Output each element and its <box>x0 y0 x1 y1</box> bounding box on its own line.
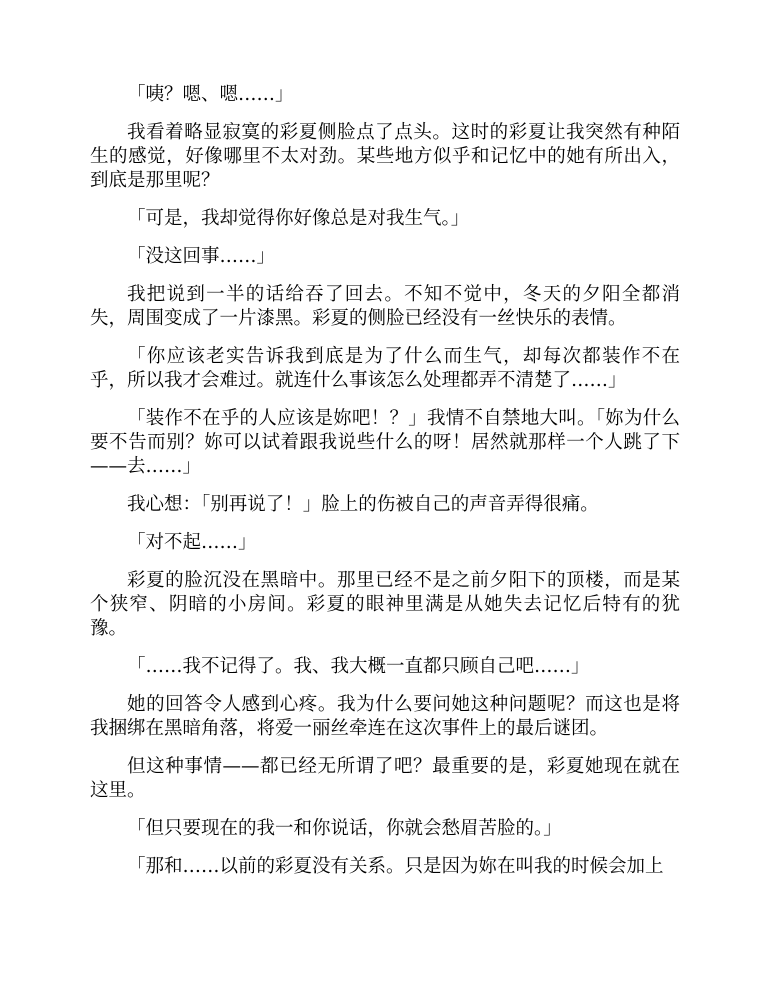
document-page <box>90 83 680 893</box>
paragraph: 但这种事情——都已经无所谓了吧？最重要的是，彩夏她现在就在这里。 <box>90 756 680 801</box>
paragraph: 她的回答令人感到心疼。我为什么要问她这种问题呢？而这也是将我捆绑在黑暗角落，将爱一丽丝牵连在这次事件上的最后谜团。 <box>90 694 680 739</box>
paragraph: 彩夏的脸沉没在黑暗中。那里已经不是之前夕阳下的顶楼，而是某个狭窄、阴暗的小房间。彩夏的眼神里满是从她失去记忆后特有的犹豫。 <box>90 570 680 639</box>
paragraph: 「但只要现在的我一和你说话，你就会愁眉苦脸的。」 <box>127 818 562 839</box>
paragraph: 我看着略显寂寞的彩夏侧脸点了点头。这时的彩夏让我突然有种陌生的感觉，好像哪里不太对劲。某些地方似乎和记忆中的她有所出入，到底是那里呢？ <box>90 122 680 191</box>
paragraph: 「可是，我却觉得你好像总是对我生气。」 <box>127 208 470 229</box>
paragraph: 「……我不记得了。我、我大概一直都只顾自己吧……」 <box>127 656 590 677</box>
paragraph: 我把说到一半的话给吞了回去。不知不觉中，冬天的夕阳全都消失，周围变成了一片漆黑。彩夏的侧脸已经没有一丝快乐的表情。 <box>90 284 680 329</box>
paragraph: 「装作不在乎的人应该是妳吧！？」我情不自禁地大叫。「妳为什么要不告而别？妳可以试着跟我说些什么的呀！居然就那样一个人跳了下——去……」 <box>90 408 680 477</box>
paragraph: 我心想：「别再说了！」脸上的伤被自己的声音弄得很痛。 <box>127 494 599 515</box>
paragraph: 「咦？嗯、嗯……」 <box>127 84 294 105</box>
paragraph: 「对不起……」 <box>127 532 257 553</box>
paragraph: 「没这回事……」 <box>127 246 276 267</box>
paragraph: 「你应该老实告诉我到底是为了什么而生气，却每次都装作不在乎，所以我才会难过。就连什么事该怎么处理都弄不清楚了……」 <box>90 346 680 391</box>
paragraph: 「那和……以前的彩夏没有关系。只是因为妳在叫我的时候会加上 <box>127 856 664 877</box>
